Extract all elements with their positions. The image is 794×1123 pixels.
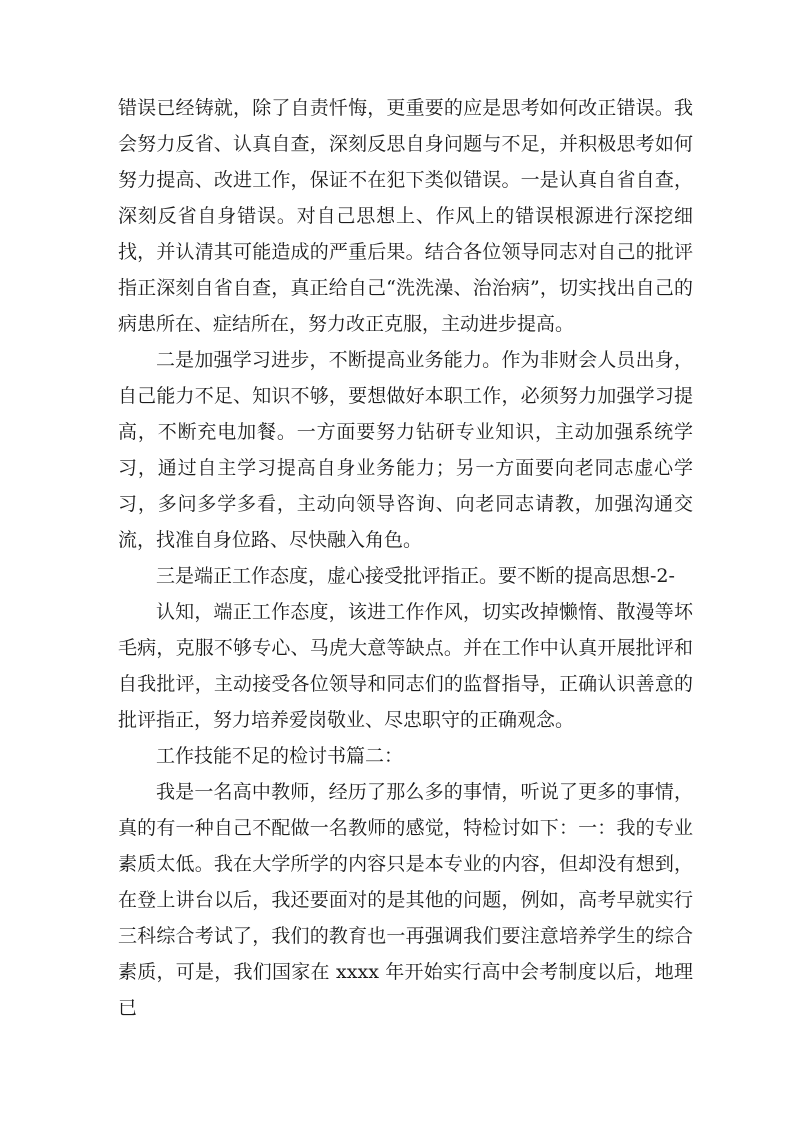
paragraph-3: 三是端正工作态度，虚心接受批评指正。要不断的提高思想-2- xyxy=(156,565,675,587)
paragraph-4: 认知，端正工作态度，该进工作作风，切实改掉懒惰、散漫等坏毛病，克服不够专心、马虎大意等缺点。并在工作中认真开展批评和自我批评，主动接受各位领导和同志们的监督指导，正确认识善意的批评指正，努力培养爱岗敬业、尽忠职守的正确观念。 xyxy=(118,601,693,731)
paragraph-2: 二是加强学习进步，不断提高业务能力。作为非财会人员出身，自己能力不足、知识不够，要想做好本职工作，必须努力加强学习提高，不断充电加餐。一方面要努力钻研专业知识，主动加强系统学习，通过自主学习提高自身业务能力；另一方面要向老同志虚心学习，多问多学多看，主动向领导咨询、向老同志请教，加强沟通交流，找准自身位路、尽快融入角色。 xyxy=(118,349,693,551)
section-heading: 工作技能不足的检讨书篇二： xyxy=(156,745,404,767)
paragraph-1: 错误已经铸就，除了自责忏悔，更重要的应是思考如何改正错误。我会努力反省、认真自查，深刻反思自身问题与不足，并积极思考如何努力提高、改进工作，保证不在犯下类似错误。一是认真自省自查，深刻反省自身错误。对自己思想上、作风上的错误根源进行深挖细找，并认清其可能造成的严重后果。结合各位领导同志对自己的批评指正深刻自省自查，真正给自己“洗洗澡、治治病”，切实找出自己的病患所在、症结所在，努力改正克服，主动进步提高。 xyxy=(118,97,693,335)
document-body xyxy=(118,90,693,1026)
paragraph-5: 我是一名高中教师，经历了那么多的事情，听说了更多的事情，真的有一种自己不配做一名教师的感觉，特检讨如下：一：我的专业素质太低。我在大学所学的内容只是本专业的内容，但却没有想到，在登上讲台以后，我还要面对的是其他的问题，例如，高考早就实行三科综合考试了，我们的教育也一再强调我们要注意培养学生的综合素质，可是，我们国家在 xxxx 年开始实行高中会考制度以后，地理已 xyxy=(118,781,693,1019)
